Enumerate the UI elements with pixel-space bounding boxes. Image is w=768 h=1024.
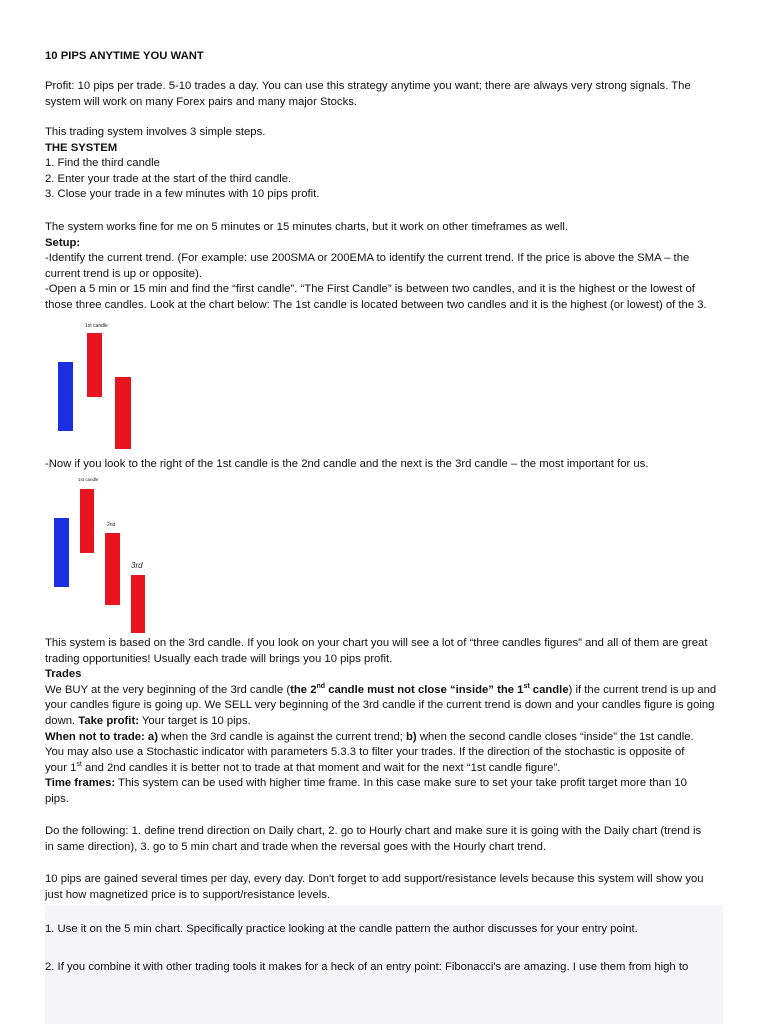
based-paragraph bbox=[45, 636, 716, 808]
setup-line: -Identify the current trend. (For example: use 200SMA or 200EMA to identify the current trend. If the price is above the SMA – the bbox=[45, 252, 690, 265]
based-line: This system is based on the 3rd candle. If you look on your chart you will see a lot of “three candles figures” and all of them are great bbox=[45, 637, 708, 649]
comment-2 bbox=[45, 960, 688, 976]
first-candle-label: 1st candle bbox=[85, 323, 108, 329]
setup-line: -Open a 5 min or 15 min and find the “first candle”. “The First Candle” is between two candles, and it is the highest or the lowest of bbox=[45, 283, 695, 296]
time-frames-label: Time frames: bbox=[45, 777, 116, 790]
trades-text: ) if the current trend is up and bbox=[568, 683, 717, 696]
trades-bold-text: candle bbox=[529, 683, 569, 696]
third-candle-label: 3rd bbox=[131, 561, 143, 570]
when-not-text: when the 3rd candle is against the current trend; bbox=[157, 730, 407, 743]
setup-line: current trend is up or opposite). bbox=[45, 267, 202, 280]
step-item: 3. Close your trade in a few minutes with 10 pips profit. bbox=[45, 188, 320, 201]
blue-candle bbox=[54, 518, 69, 587]
trades-bold-text: candle must not close “inside” the 1 bbox=[325, 683, 524, 696]
when-not-line-1 bbox=[45, 730, 716, 746]
time-frames-line-1 bbox=[45, 776, 716, 792]
do-following-line: in same direction), 3. go to 5 min chart and trade when the reversal goes with the Hourly chart trend. bbox=[45, 840, 547, 853]
do-following-paragraph bbox=[45, 824, 701, 855]
comment-line: 1. Use it on the 5 min chart. Specifically practice looking at the candle pattern the author discusses for your entry point. bbox=[45, 923, 638, 935]
superscript: nd bbox=[316, 683, 326, 691]
gained-paragraph bbox=[45, 872, 704, 903]
setup-heading: Setup: bbox=[45, 236, 81, 249]
trades-line-3 bbox=[45, 714, 716, 730]
when-not-line-2: You may also use a Stochastic indicator with parameters 5.3.3 to filter your trades. If the direction of the stochastic is opposite of bbox=[45, 746, 685, 759]
after-figure1-text bbox=[45, 457, 648, 473]
candle-figure-1 bbox=[45, 318, 145, 453]
time-frames-text: This system can be used with higher time frame. In this case make sure to set your take profit target more than 10 bbox=[115, 777, 687, 790]
document-title: 10 PIPS ANYTIME YOU WANT bbox=[45, 50, 204, 62]
trades-text: We BUY at the very beginning of the 3rd candle ( bbox=[45, 683, 291, 696]
first-red-candle bbox=[80, 489, 94, 553]
blue-candle bbox=[58, 362, 73, 431]
second-red-candle bbox=[105, 533, 120, 605]
based-line: trading opportunities! Usually each trade will brings you 10 pips profit. bbox=[45, 652, 393, 665]
setup-section bbox=[45, 220, 707, 314]
step-item: 1. Find the third candle bbox=[45, 157, 160, 170]
gained-line: 10 pips are gained several times per day, every day. Don't forget to add support/resistance levels because this system will show you bbox=[45, 873, 704, 885]
candle-figure-2 bbox=[45, 474, 160, 634]
timeframe-note: The system works fine for me on 5 minutes or 15 minutes charts, but it work on other timeframes as well. bbox=[45, 221, 568, 233]
after-fig1-line: -Now if you look to the right of the 1st candle is the 2nd candle and the next is the 3rd candle – the most important for us. bbox=[45, 458, 649, 470]
when-not-text: your 1 bbox=[45, 761, 77, 774]
superscript: st bbox=[523, 683, 530, 691]
trades-text: down. bbox=[45, 714, 79, 727]
intro-line: system will work on many Forex pairs and many major Stocks. bbox=[45, 95, 358, 108]
when-not-label: When not to trade: a) bbox=[45, 730, 158, 743]
trades-line-1 bbox=[45, 683, 716, 699]
third-red-candle bbox=[131, 575, 145, 633]
trades-bold-text: the 2 bbox=[290, 683, 317, 696]
intro-paragraph bbox=[45, 79, 691, 110]
time-frames-line-2: pips. bbox=[45, 792, 69, 805]
do-following-line: Do the following: 1. define trend direction on Daily chart, 2. go to Hourly chart and make sure it is going with the Daily chart (trend is bbox=[45, 825, 702, 837]
trades-text: Your target is 10 pips. bbox=[138, 714, 251, 727]
when-not-label: b) bbox=[406, 730, 417, 743]
system-heading: THE SYSTEM bbox=[45, 141, 118, 154]
gained-line: just how magnetized price is to support/resistance levels. bbox=[45, 888, 331, 901]
first-red-candle bbox=[87, 333, 102, 397]
steps-intro: This trading system involves 3 simple steps. bbox=[45, 126, 266, 138]
trades-line-2: your candles figure is going up. We SELL very beginning of the 3rd candle if the current trend is down and your candles figure is going bbox=[45, 699, 715, 712]
when-not-text: and 2nd candles it is better not to trade at that moment and wait for the next “1st candle figure”. bbox=[81, 761, 561, 774]
second-red-candle bbox=[115, 377, 131, 449]
superscript: st bbox=[76, 760, 82, 768]
trades-heading: Trades bbox=[45, 668, 82, 681]
step-item: 2. Enter your trade at the start of the third candle. bbox=[45, 172, 292, 185]
when-not-text: when the second candle closes “inside” the 1st candle. bbox=[416, 730, 694, 743]
first-candle-label: 1st candle bbox=[78, 477, 99, 482]
setup-line: those three candles. Look at the chart below: The 1st candle is located between two candles and it is the highest (or lowest) of the 3. bbox=[45, 298, 707, 311]
comment-1 bbox=[45, 922, 638, 938]
intro-line: Profit: 10 pips per trade. 5-10 trades a day. You can use this strategy anytime you want; there are always very strong signals. The bbox=[45, 80, 691, 92]
second-candle-label: 2nd bbox=[107, 522, 116, 528]
trades-bold bbox=[290, 684, 568, 696]
take-profit-label: Take profit: bbox=[78, 714, 139, 727]
when-not-line-3 bbox=[45, 761, 716, 777]
system-section bbox=[45, 125, 319, 203]
comment-line: 2. If you combine it with other trading tools it makes for a heck of an entry point: Fibonacci's are amazing. I use them from high to bbox=[45, 961, 689, 973]
